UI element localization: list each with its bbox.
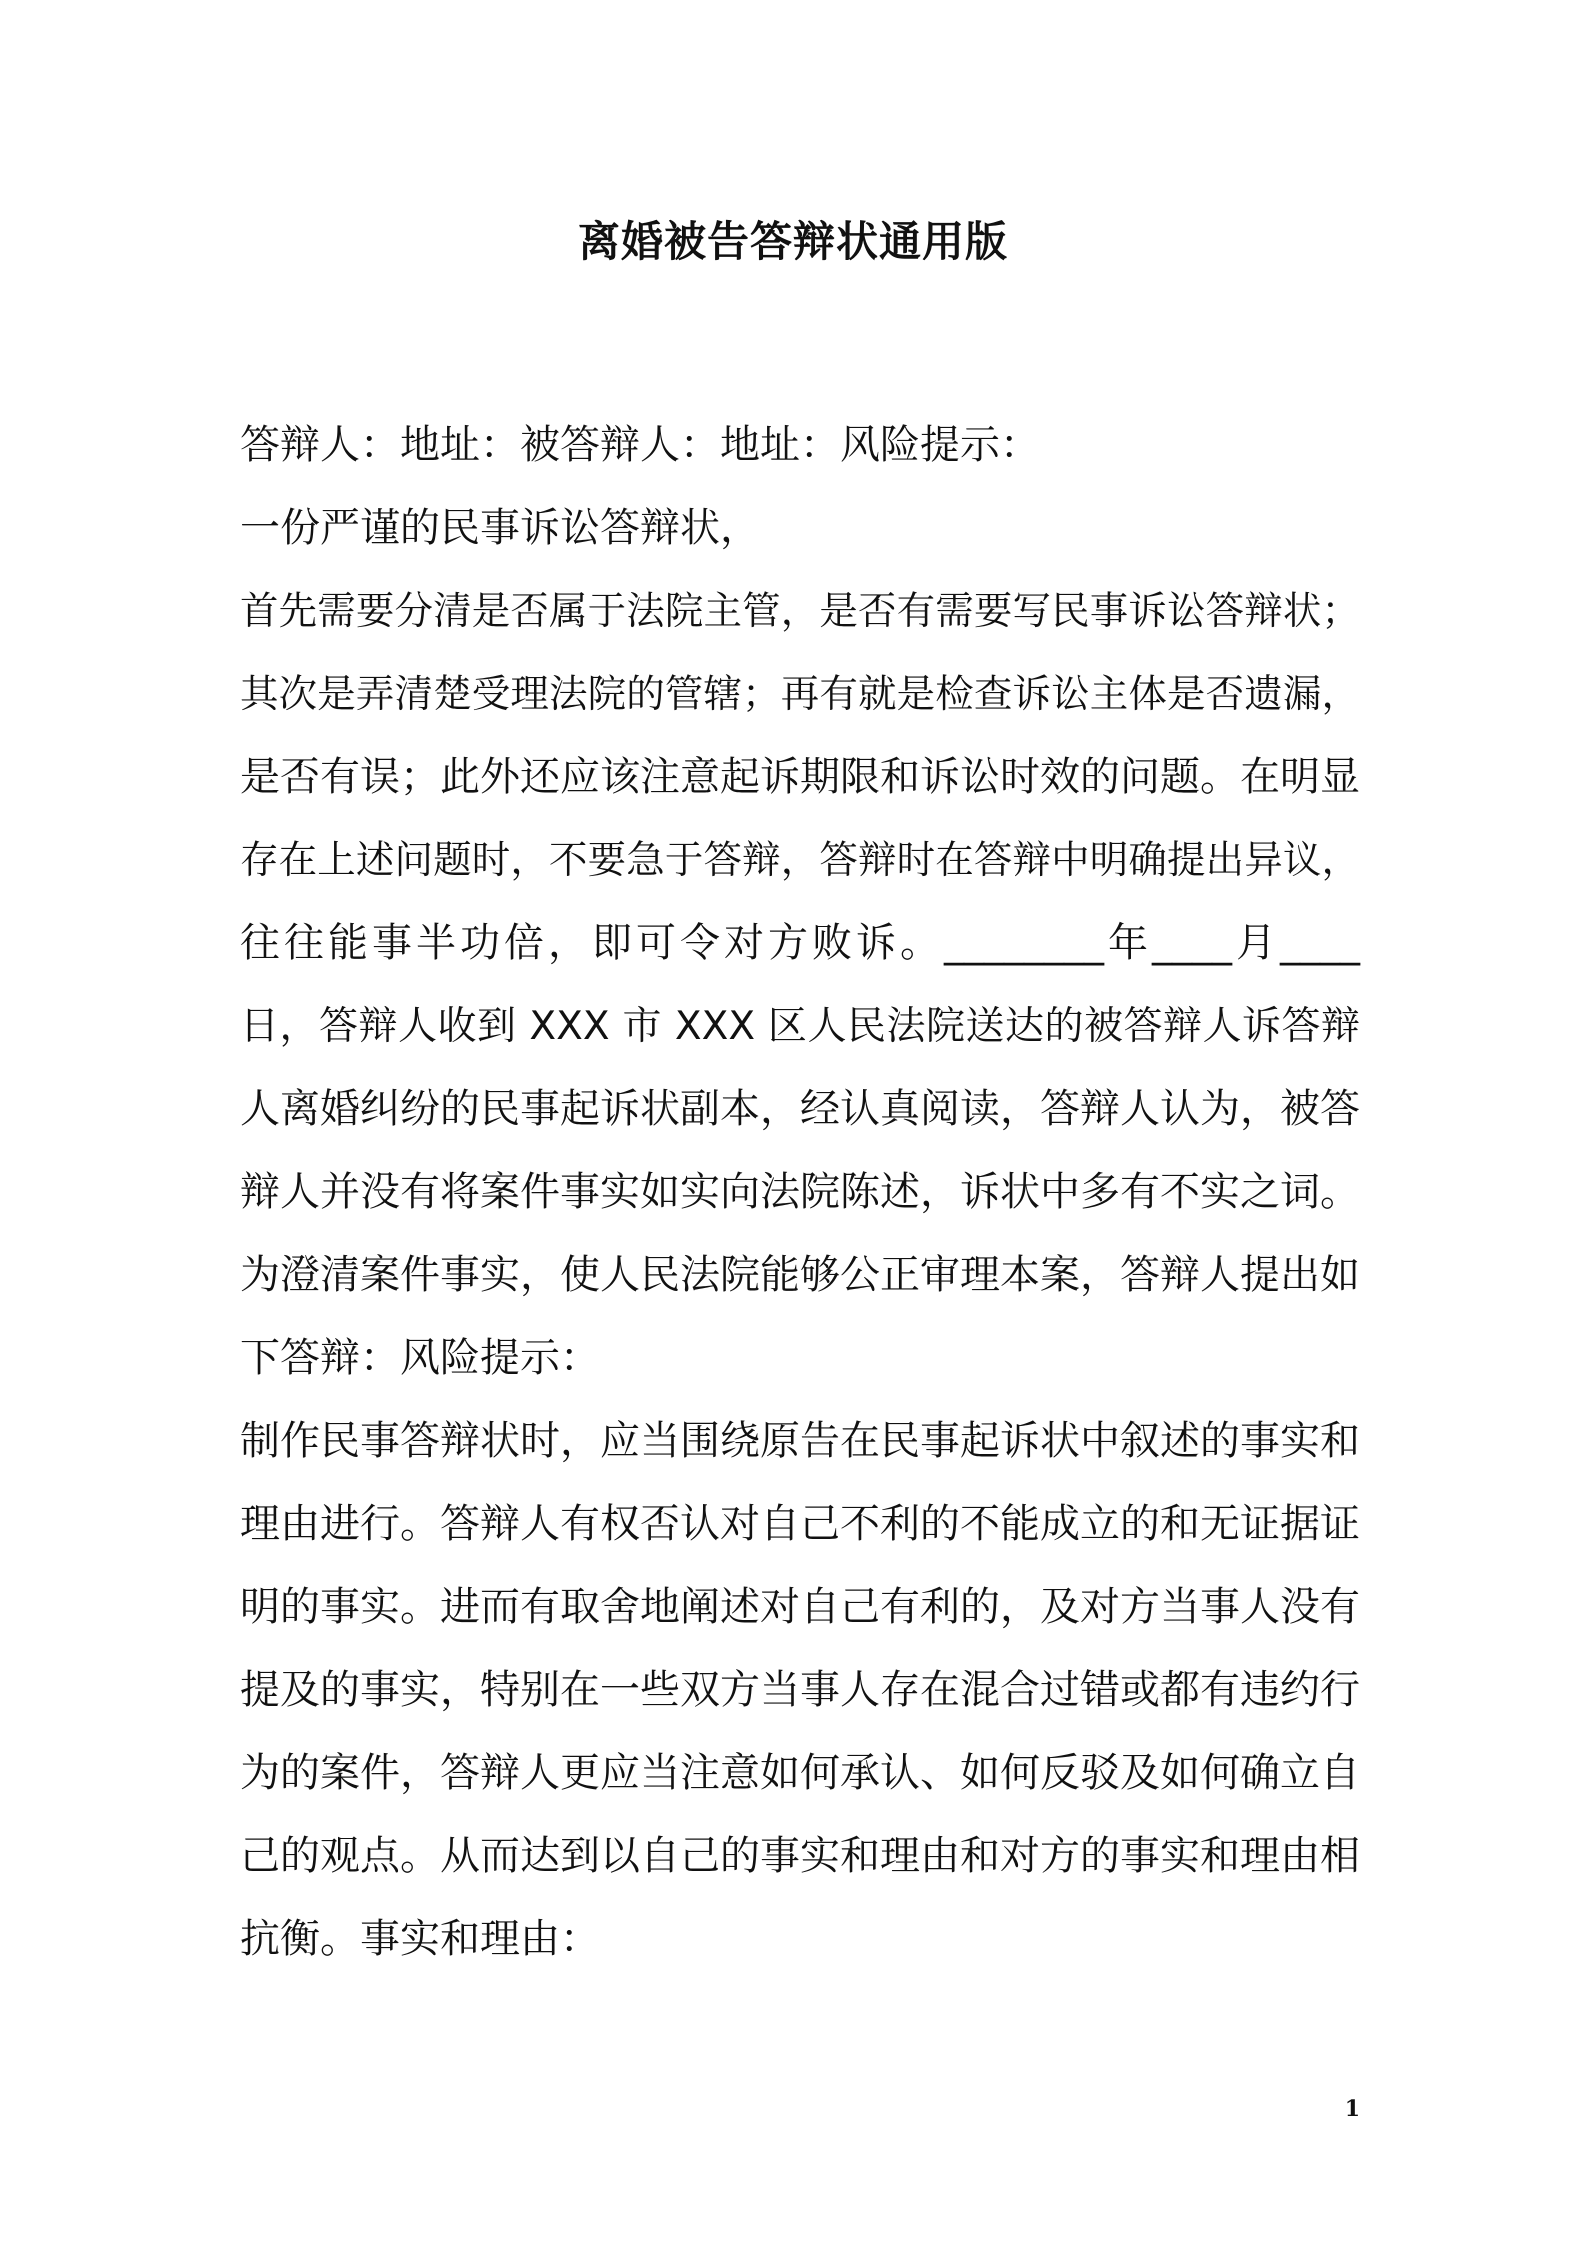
body-line: 存在上述问题时，不要急于答辩，答辩时在答辩中明确提出异议， [240,838,1360,883]
body-line: 理由进行。答辩人有权否认对自己不利的不能成立的和无证据证 [240,1501,1360,1547]
body-line: 己的观点。从而达到以自己的事实和理由和对方的事实和理由相 [240,1833,1360,1879]
body-line: 答辩人：地址：被答辩人：地址：风险提示： [240,422,1040,468]
body-line: 提及的事实，特别在一些双方当事人存在混合过错或都有违约行 [240,1667,1360,1713]
body-line: 首先需要分清是否属于法院主管，是否有需要写民事诉讼答辩状； [240,589,1360,634]
body-line: 辩人并没有将案件事实如实向法院陈述，诉状中多有不实之词。 [240,1169,1360,1215]
body-line: 一份严谨的民事诉讼答辩状， [240,505,760,551]
body-line: 为的案件，答辩人更应当注意如何承认、如何反驳及如何确立自 [240,1750,1360,1796]
document-title: 离婚被告答辩状通用版 [577,217,1008,266]
body-line: 是否有误；此外还应该注意起诉期限和诉讼时效的问题。在明显 [240,754,1360,800]
body-line: 其次是弄清楚受理法院的管辖；再有就是检查诉讼主体是否遗漏， [240,672,1360,717]
body-line: 抗衡。事实和理由： [240,1916,600,1962]
body-line: 为澄清案件事实，使人民法院能够公正审理本案，答辩人提出如 [240,1252,1360,1298]
page-number: 1 [1344,2096,1360,2122]
body-line: 明的事实。进而有取舍地阐述对自己有利的，及对方当事人没有 [240,1584,1360,1630]
body-line: 制作民事答辩状时，应当围绕原告在民事起诉状中叙述的事实和 [240,1418,1360,1464]
body-line: 日，答辩人收到 XXX 市 XXX 区人民法院送达的被答辩人诉答辩 [240,1004,1360,1049]
body-line: 下答辩：风险提示： [240,1335,600,1381]
body-line: 往往能事半功倍，即可令对方败诉。________年____月____ [240,920,1360,966]
body-line: 人离婚纠纷的民事起诉状副本，经认真阅读，答辩人认为，被答 [240,1086,1360,1132]
document-body [240,404,1360,1981]
